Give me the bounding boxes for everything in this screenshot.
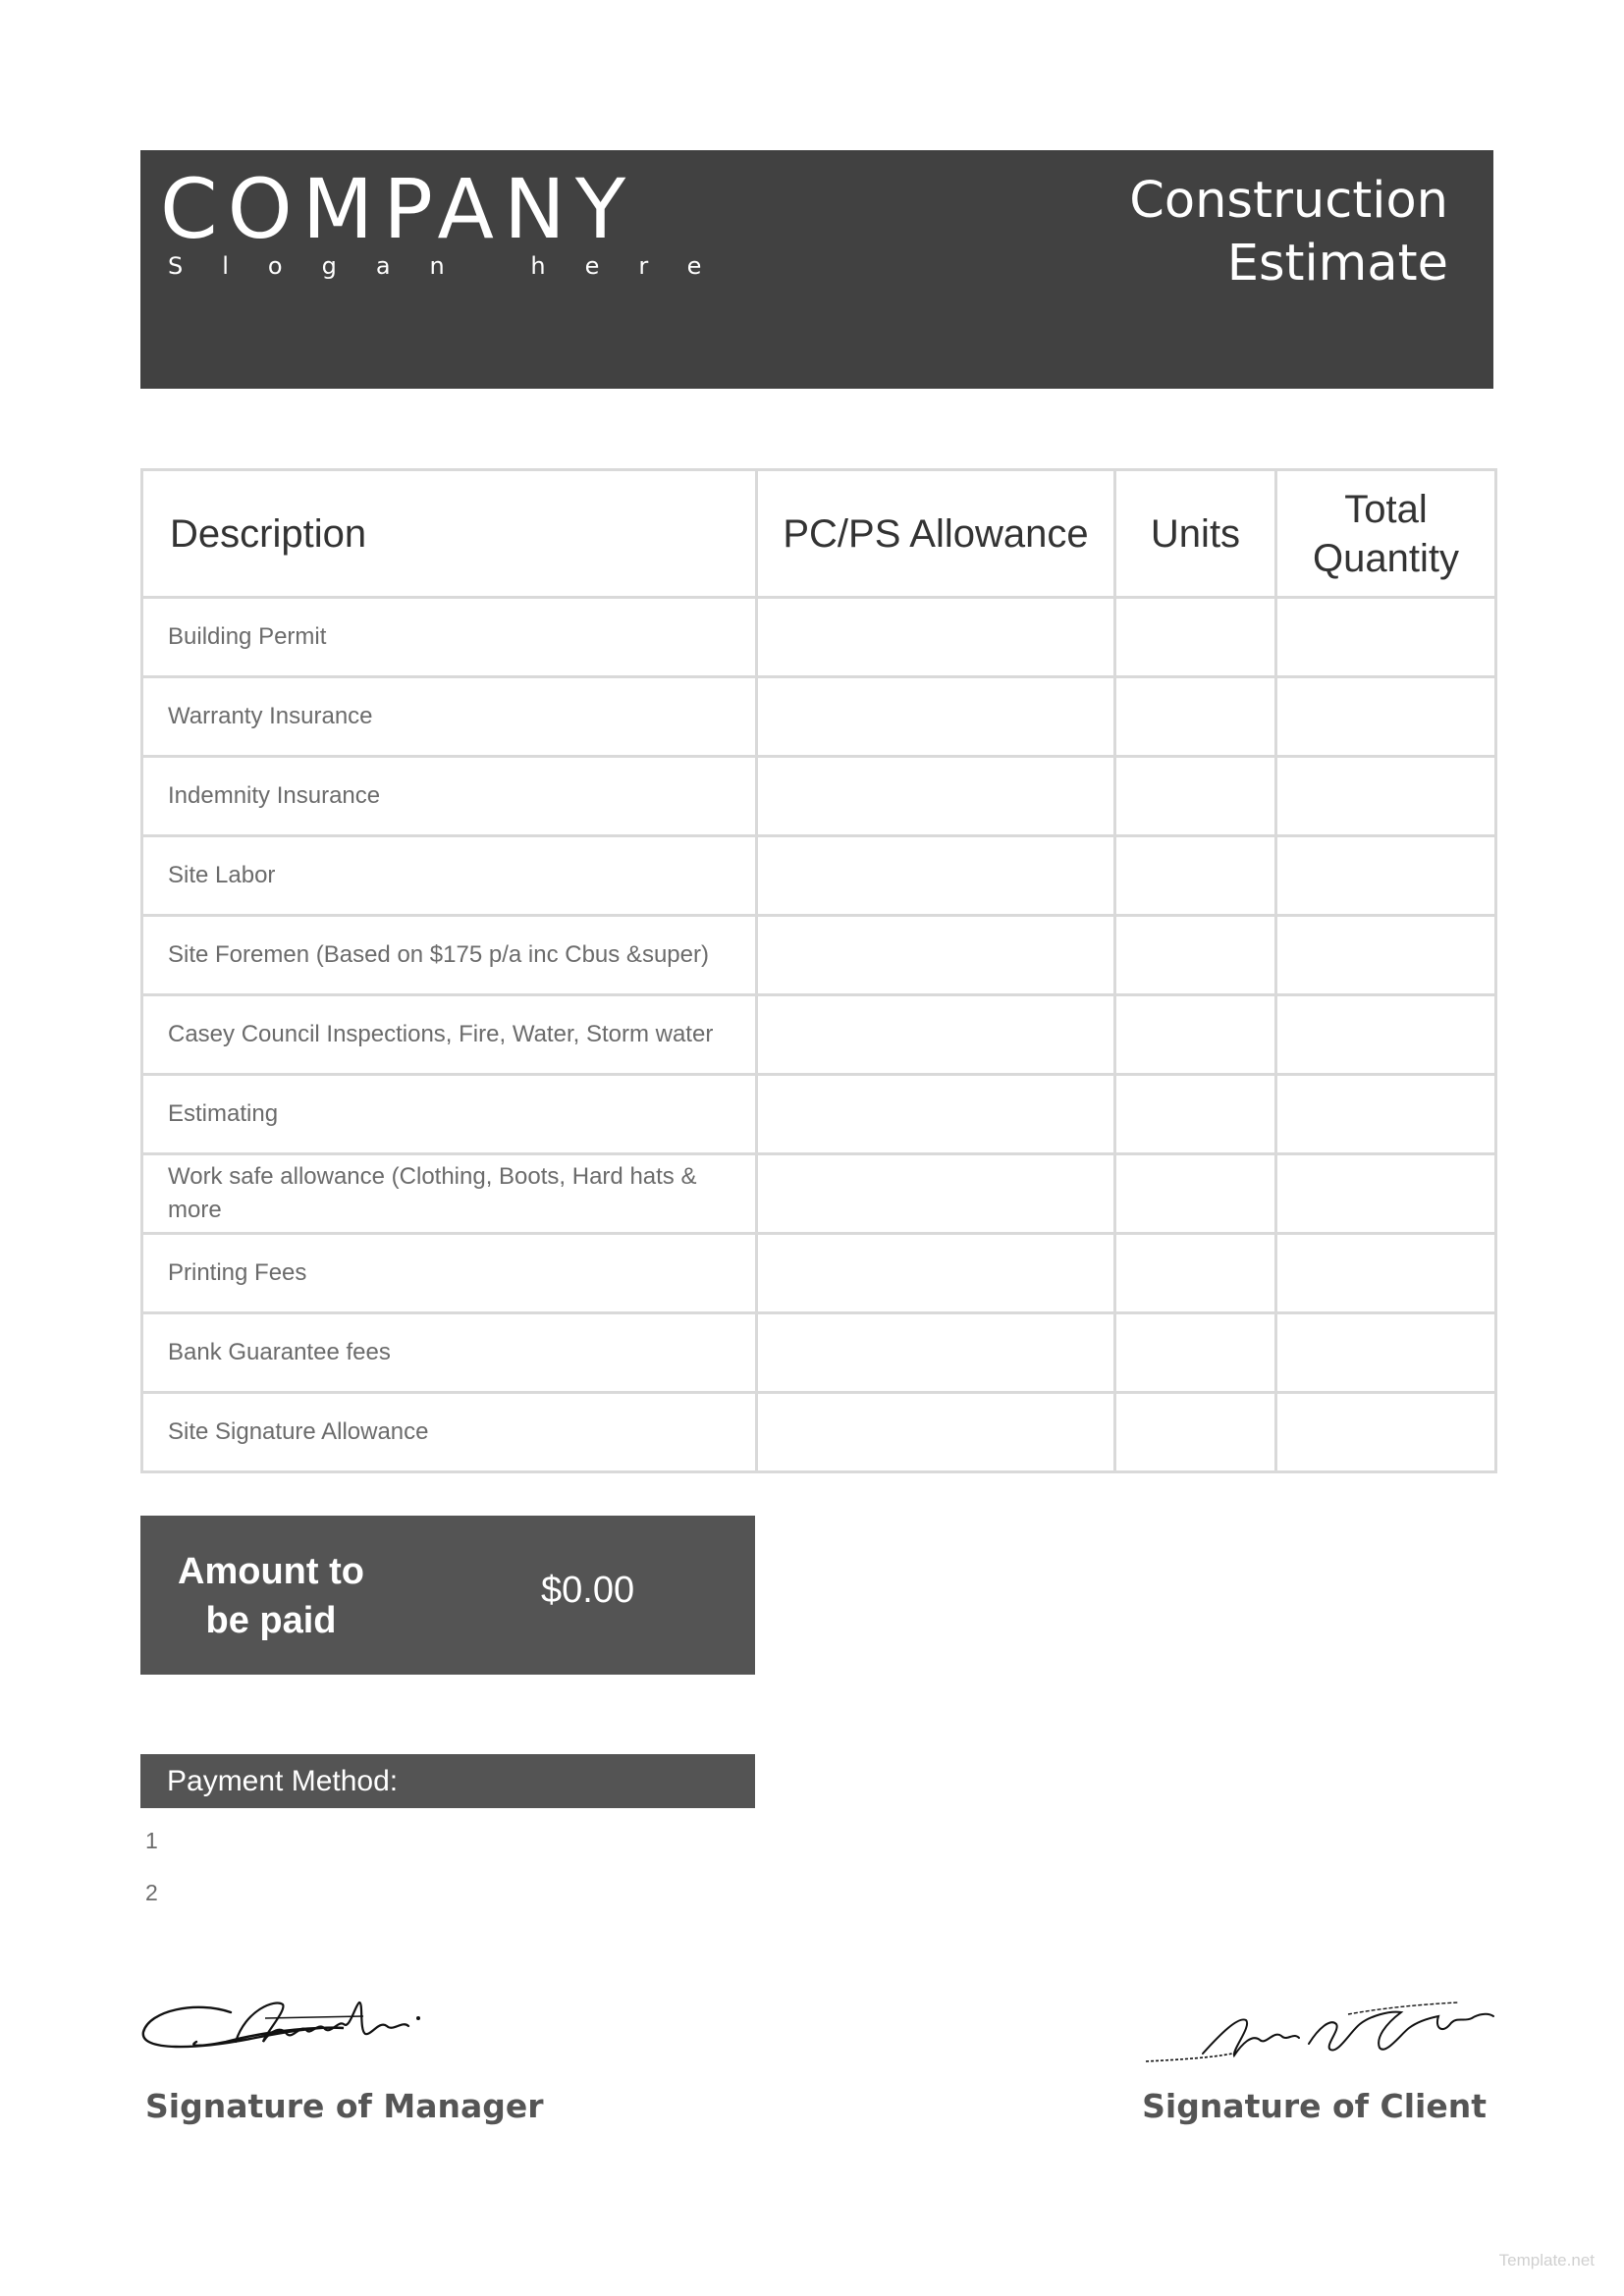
description-cell: Work safe allowance (Clothing, Boots, Hard hats & more [142, 1154, 757, 1234]
table-row [142, 1154, 1496, 1234]
table-header-row [142, 470, 1496, 598]
table-row [142, 598, 1496, 677]
description-cell: Bank Guarantee fees [142, 1313, 757, 1393]
column-header-total-quantity: Total Quantity [1276, 470, 1496, 598]
total-quantity-cell[interactable] [1276, 1313, 1496, 1393]
allowance-cell[interactable] [757, 598, 1115, 677]
client-signature-label: Signature of Client [1142, 2087, 1487, 2125]
units-cell[interactable] [1115, 1393, 1276, 1472]
total-quantity-cell[interactable] [1276, 598, 1496, 677]
payment-method-item-1: 1 [145, 1828, 158, 1853]
column-header-description: Description [142, 470, 757, 598]
total-quantity-cell[interactable] [1276, 916, 1496, 995]
total-quantity-cell[interactable] [1276, 1075, 1496, 1154]
table-row [142, 916, 1496, 995]
amount-due-value: $0.00 [541, 1570, 635, 1611]
description-cell: Warranty Insurance [142, 677, 757, 757]
units-cell[interactable] [1115, 1075, 1276, 1154]
units-cell[interactable] [1115, 757, 1276, 836]
description-cell: Casey Council Inspections, Fire, Water, Storm water [142, 995, 757, 1075]
allowance-cell[interactable] [757, 836, 1115, 916]
total-quantity-cell[interactable] [1276, 1393, 1496, 1472]
total-quantity-cell[interactable] [1276, 757, 1496, 836]
payment-method-bar [140, 1754, 755, 1808]
company-slogan: Slogan here [168, 252, 741, 280]
table-row [142, 1313, 1496, 1393]
units-cell[interactable] [1115, 677, 1276, 757]
manager-signature-label: Signature of Manager [145, 2087, 544, 2125]
description-cell: Indemnity Insurance [142, 757, 757, 836]
allowance-cell[interactable] [757, 757, 1115, 836]
payment-method-label: Payment Method: [167, 1765, 399, 1797]
table-row [142, 677, 1496, 757]
company-name: COMPANY [160, 161, 636, 257]
header-banner [140, 150, 1493, 389]
allowance-cell[interactable] [757, 1075, 1115, 1154]
total-quantity-cell[interactable] [1276, 1234, 1496, 1313]
allowance-cell[interactable] [757, 1313, 1115, 1393]
allowance-cell[interactable] [757, 1393, 1115, 1472]
watermark: Template.net [1498, 2251, 1595, 2269]
description-cell: Printing Fees [142, 1234, 757, 1313]
table-row [142, 995, 1496, 1075]
document-title [1056, 170, 1448, 295]
total-quantity-cell[interactable] [1276, 677, 1496, 757]
units-cell[interactable] [1115, 995, 1276, 1075]
document-title-line-1: Construction [1129, 172, 1448, 230]
description-cell: Site Signature Allowance [142, 1393, 757, 1472]
description-cell: Site Foremen (Based on $175 p/a inc Cbus &super) [142, 916, 757, 995]
units-cell[interactable] [1115, 916, 1276, 995]
description-cell: Estimating [142, 1075, 757, 1154]
payment-method-item-2: 2 [145, 1880, 158, 1905]
description-cell: Building Permit [142, 598, 757, 677]
table-row [142, 1234, 1496, 1313]
table-row [142, 836, 1496, 916]
total-quantity-cell[interactable] [1276, 1154, 1496, 1234]
allowance-cell[interactable] [757, 1154, 1115, 1234]
units-cell[interactable] [1115, 836, 1276, 916]
table-row [142, 1075, 1496, 1154]
units-cell[interactable] [1115, 1154, 1276, 1234]
units-cell[interactable] [1115, 1234, 1276, 1313]
allowance-cell[interactable] [757, 1234, 1115, 1313]
document-title-line-2: Estimate [1226, 235, 1448, 293]
table-row [142, 757, 1496, 836]
column-header-units: Units [1115, 470, 1276, 598]
amount-due-label: Amount to be paid [178, 1551, 364, 1641]
units-cell[interactable] [1115, 1313, 1276, 1393]
estimate-table [140, 468, 1497, 1473]
total-quantity-cell[interactable] [1276, 995, 1496, 1075]
total-quantity-cell[interactable] [1276, 836, 1496, 916]
column-header-allowance: PC/PS Allowance [757, 470, 1115, 598]
allowance-cell[interactable] [757, 677, 1115, 757]
table-row [142, 1393, 1496, 1472]
allowance-cell[interactable] [757, 995, 1115, 1075]
units-cell[interactable] [1115, 598, 1276, 677]
description-cell: Site Labor [142, 836, 757, 916]
manager-signature-icon [137, 1991, 511, 2069]
allowance-cell[interactable] [757, 916, 1115, 995]
client-signature-icon [1144, 1995, 1507, 2073]
amount-due-box [140, 1516, 755, 1675]
